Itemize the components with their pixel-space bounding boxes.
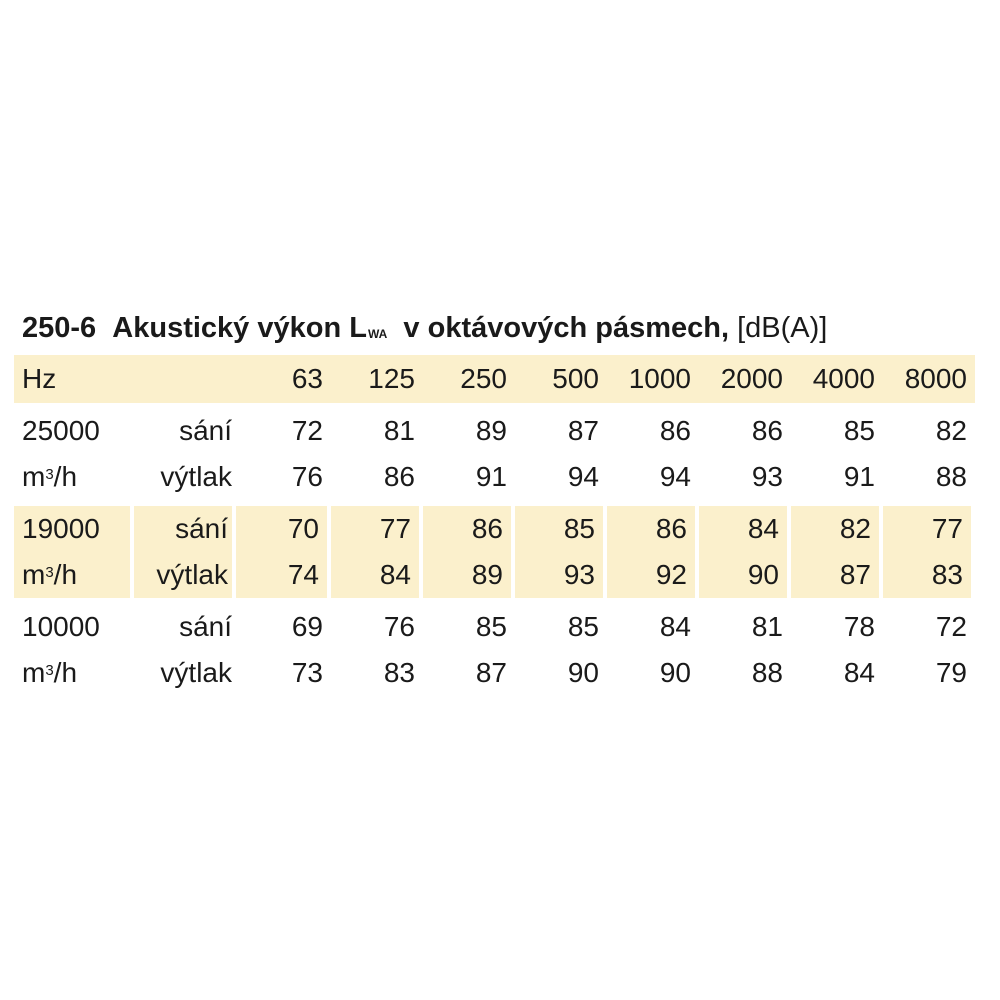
table-cell: 86	[383, 461, 415, 492]
table-cell: 77	[331, 506, 423, 552]
table-cell: 91	[475, 461, 507, 492]
table-row	[14, 604, 975, 650]
table-cell: 73	[291, 657, 323, 688]
flow-group	[14, 408, 975, 500]
table-cell: 76	[383, 611, 415, 642]
row-type: výtlak	[134, 552, 236, 598]
flow-unit: m $^3$ /h	[22, 657, 78, 688]
table-cell: 86	[423, 506, 515, 552]
table-cell: 72	[935, 611, 967, 642]
table-cell: 79	[935, 657, 967, 688]
table-cell: 85	[475, 611, 507, 642]
title-name: Akustický výkon L	[112, 312, 367, 344]
table-cell: 93	[751, 461, 783, 492]
table-cell: 72	[291, 415, 323, 446]
table-cell: 86	[659, 415, 691, 446]
table-cell: 84	[331, 552, 423, 598]
table-row	[14, 506, 975, 552]
flow-group	[14, 506, 975, 598]
table-row	[14, 408, 975, 454]
table-cell: 76	[291, 461, 323, 492]
title-code: 250-6	[22, 312, 97, 344]
table-cell: 88	[935, 461, 967, 492]
header-band: 63	[291, 363, 323, 394]
header-band: 500	[552, 363, 599, 394]
header-band: 125	[368, 363, 415, 394]
title-subscript: WA	[367, 327, 388, 341]
header-band: 250	[460, 363, 507, 394]
table-title	[22, 306, 827, 355]
flow-value: 25000	[22, 415, 100, 446]
table-cell: 94	[659, 461, 691, 492]
table-cell: 83	[383, 657, 415, 688]
table-cell: 91	[843, 461, 875, 492]
row-type: sání	[179, 415, 232, 446]
table-row	[14, 650, 975, 696]
table-row	[14, 454, 975, 500]
table-cell: 87	[475, 657, 507, 688]
header-spacer	[134, 355, 236, 403]
table-cell: 84	[843, 657, 875, 688]
table-cell: 86	[751, 415, 783, 446]
table-row	[14, 552, 975, 598]
title-rest: v oktávových pásmech,	[403, 312, 730, 344]
header-hz-label: Hz	[22, 363, 57, 394]
table-cell: 85	[515, 506, 607, 552]
flow-value: 10000	[22, 611, 100, 642]
table-cell: 84	[699, 506, 791, 552]
table-cell: 90	[659, 657, 691, 688]
flow-value: 19000	[14, 506, 134, 552]
table-cell: 88	[751, 657, 783, 688]
title-unit: [dB(A)]	[737, 312, 828, 344]
table-cell: 87	[791, 552, 883, 598]
table-cell: 89	[423, 552, 515, 598]
row-type: sání	[179, 611, 232, 642]
table-cell: 77	[883, 506, 975, 552]
flow-group	[14, 604, 975, 696]
acoustic-power-table	[14, 355, 975, 696]
flow-unit: m $^3$ /h	[22, 461, 78, 492]
table-cell: 82	[791, 506, 883, 552]
table-cell: 86	[607, 506, 699, 552]
table-cell: 84	[659, 611, 691, 642]
row-type: výtlak	[160, 657, 232, 688]
table-cell: 70	[236, 506, 331, 552]
row-type: výtlak	[160, 461, 232, 492]
table-cell: 69	[291, 611, 323, 642]
header-band: 2000	[720, 363, 783, 394]
table-cell: 85	[843, 415, 875, 446]
header-band: 1000	[628, 363, 691, 394]
table-cell: 94	[567, 461, 599, 492]
table-cell: 81	[383, 415, 415, 446]
row-type: sání	[134, 506, 236, 552]
table-cell: 85	[567, 611, 599, 642]
table-cell: 90	[699, 552, 791, 598]
table-cell: 87	[567, 415, 599, 446]
table-cell: 82	[935, 415, 967, 446]
table-cell: 74	[236, 552, 331, 598]
header-band: 4000	[812, 363, 875, 394]
table-cell: 92	[607, 552, 699, 598]
table-cell: 93	[515, 552, 607, 598]
table-cell: 83	[883, 552, 975, 598]
header-row	[14, 355, 975, 403]
table-cell: 78	[843, 611, 875, 642]
table-cell: 90	[567, 657, 599, 688]
table-cell: 89	[475, 415, 507, 446]
flow-unit: m $^3$ /h	[14, 552, 134, 598]
header-band: 8000	[904, 363, 967, 394]
table-cell: 81	[751, 611, 783, 642]
